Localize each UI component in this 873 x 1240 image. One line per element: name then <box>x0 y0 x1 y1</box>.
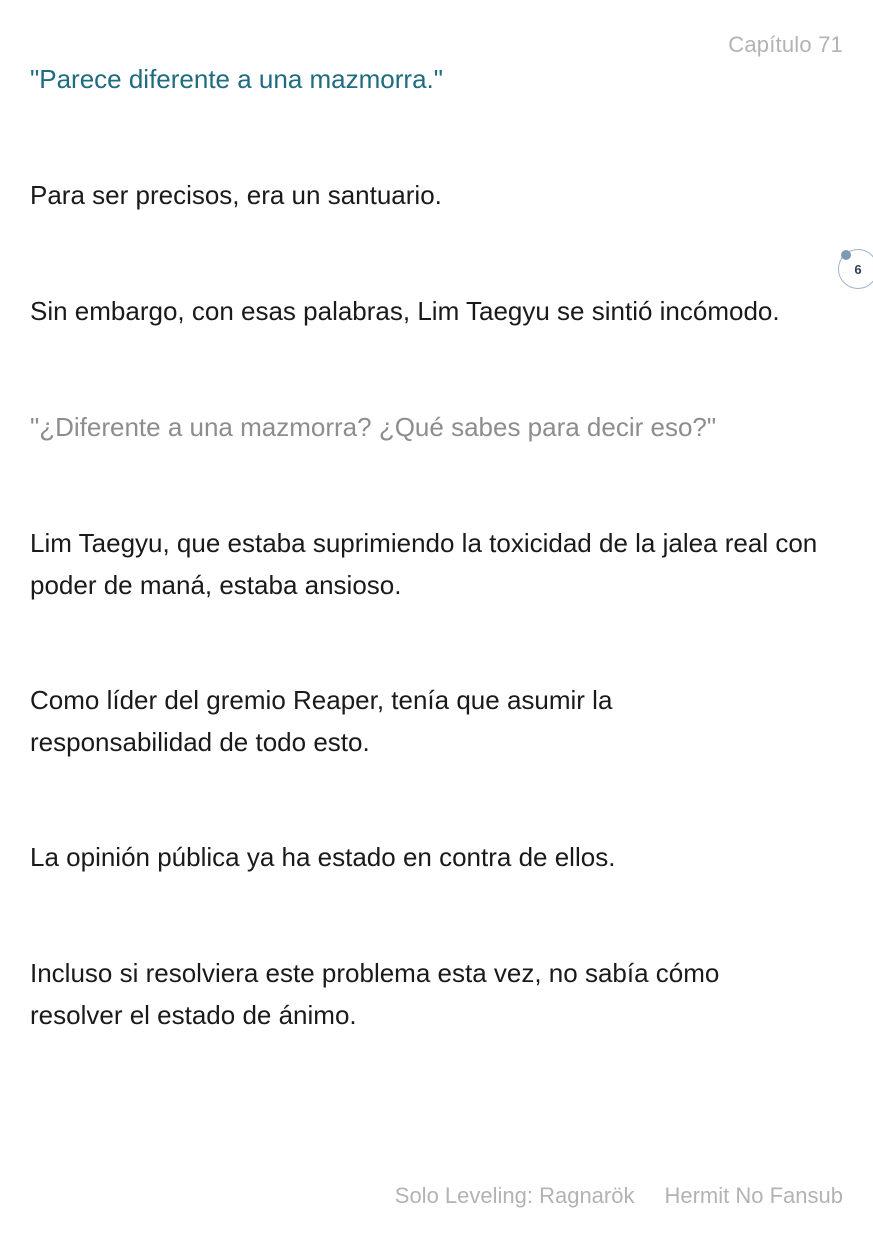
paragraph-5: Lim Taegyu, que estaba suprimiendo la toxicidad de la jalea real con poder de maná, estaba ansioso. <box>30 528 818 600</box>
footer-translator: Hermit No Fansub <box>664 1183 843 1208</box>
paragraph-6: Como líder del gremio Reaper, tenía que asumir la responsabilidad de todo esto. <box>30 685 613 757</box>
page-indicator-number: 6 <box>854 261 862 277</box>
paragraph-3: Sin embargo, con esas palabras, Lim Taegyu se sintió incómodo. <box>30 296 780 326</box>
footer <box>395 1183 843 1209</box>
paragraph-4: "¿Diferente a una mazmorra? ¿Qué sabes para decir eso?" <box>30 412 717 442</box>
paragraph-2: Para ser precisos, era un santuario. <box>30 180 442 210</box>
chapter-title: Capítulo 71 <box>728 32 843 57</box>
page-indicator-dot-icon <box>841 250 851 260</box>
paragraph-8: Incluso si resolviera este problema esta vez, no sabía cómo resolver el estado de ánimo. <box>30 958 720 1030</box>
footer-book-title: Solo Leveling: Ragnarök <box>394 1183 635 1208</box>
paragraph-7: La opinión pública ya ha estado en contra de ellos. <box>30 842 616 872</box>
paragraph-1: "Parece diferente a una mazmorra." <box>30 64 443 94</box>
